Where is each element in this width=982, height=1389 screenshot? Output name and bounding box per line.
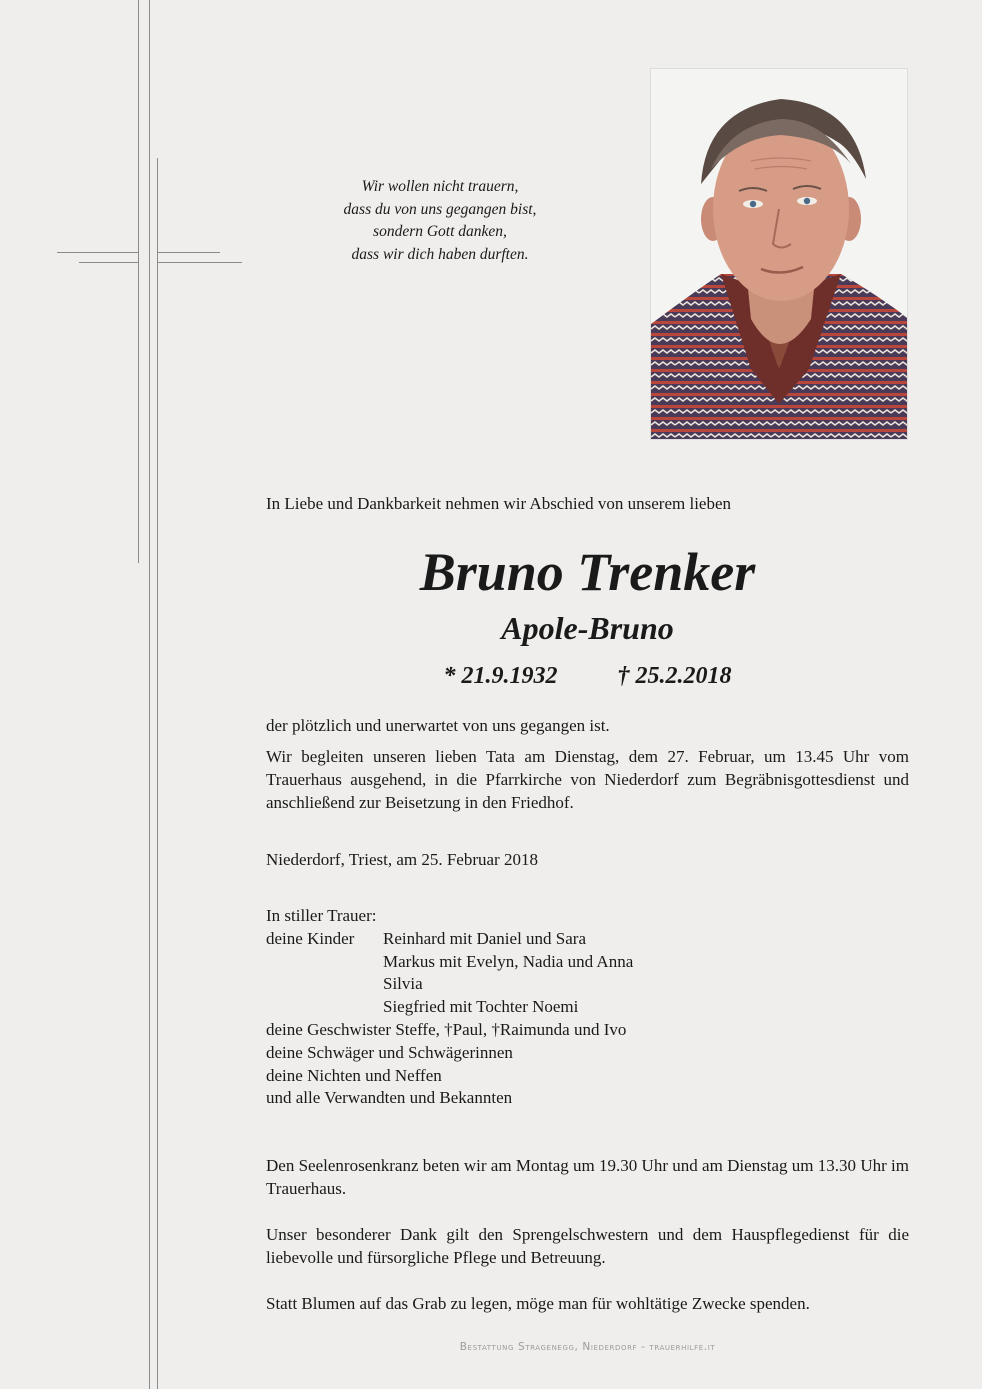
list-item — [266, 928, 633, 951]
list-item — [266, 951, 633, 974]
mourners-heading: In stiller Trauer: — [266, 906, 377, 925]
rosary-text: Den Seelenrosenkranz beten wir am Montag um 19.30 Uhr und am Dienstag um 13.30 Uhr im Trauerhaus. — [266, 1156, 909, 1198]
death-date: † 25.2.2018 — [617, 663, 732, 689]
flowers-text: Statt Blumen auf das Grab zu legen, möge man für wohltätige Zwecke spenden. — [266, 1294, 810, 1313]
children-label: deine Kinder — [266, 928, 355, 948]
list-item: deine Geschwister Steffe, †Paul, †Raimunda und Ivo — [266, 1019, 627, 1039]
list-item — [266, 996, 633, 1019]
deceased-name: Bruno Trenker — [419, 542, 756, 602]
quote-line: Wir wollen nicht trauern, — [361, 178, 519, 195]
place-date: Niederdorf, Triest, am 25. Februar 2018 — [266, 850, 538, 869]
memorial-quote — [290, 176, 590, 266]
list-item: deine Schwäger und Schwägerinnen — [266, 1042, 513, 1062]
quote-line: dass wir dich haben durften. — [351, 245, 529, 263]
child-entry: Siegfried mit Tochter Noemi — [383, 997, 579, 1017]
funeral-text: Wir begleiten unseren lieben Tata am Dienstag, dem 27. Februar, um 13.45 Uhr vom Trauerhaus ausgehend, in die Pfarrkirche von Niederdorf zum Begräbnisgottesdienst und anschließend zur Beisetzung in den Friedhof. — [266, 747, 909, 812]
life-dates — [266, 660, 909, 692]
deceased-nickname: Apole-Bruno — [501, 610, 674, 646]
list-item: deine Nichten und Neffen — [266, 1065, 442, 1085]
footer-credit: Bestattung Stragenegg, Niederdorf - trauerhilfe.it — [459, 1341, 716, 1353]
child-entry: Reinhard mit Daniel und Sara — [383, 928, 587, 948]
list-item: und alle Verwandten und Bekannten — [266, 1088, 513, 1108]
thanks-text: Unser besonderer Dank gilt den Sprengelschwestern und dem Hauspflegedienst für die liebevolle und fürsorgliche Pflege und Betreuung. — [266, 1225, 909, 1267]
quote-line: sondern Gott danken, — [373, 223, 507, 240]
list-item — [266, 973, 633, 996]
passing-text: der plötzlich und unerwartet von uns gegangen ist. — [266, 716, 610, 735]
portrait-illustration — [651, 69, 908, 440]
birth-date: * 21.9.1932 — [443, 663, 558, 689]
intro-text: In Liebe und Dankbarkeit nehmen wir Abschied von unserem lieben — [266, 494, 732, 513]
quote-line: dass du von uns gegangen bist, — [343, 200, 537, 218]
mourners-list — [266, 905, 633, 1110]
child-entry: Silvia — [383, 974, 423, 994]
portrait-photo — [650, 68, 908, 440]
child-entry: Markus mit Evelyn, Nadia und Anna — [383, 951, 634, 971]
